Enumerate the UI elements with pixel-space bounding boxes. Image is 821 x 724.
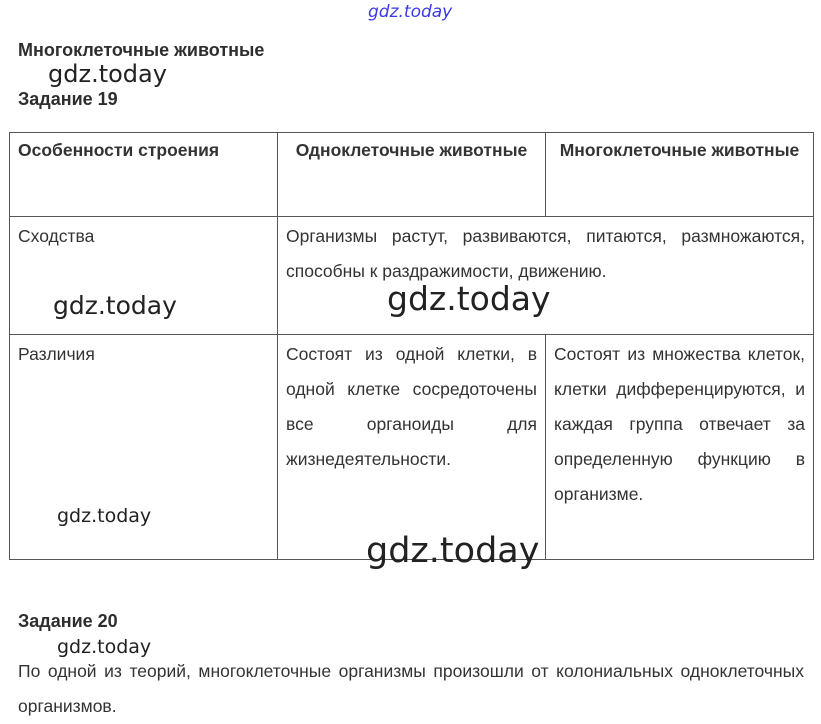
watermark: gdz.today <box>57 505 152 527</box>
task-20-label: Задание 20 <box>18 611 118 631</box>
watermark: gdz.today <box>53 291 177 320</box>
unicellular-differences-cell: Состоят из одной клетки, в одной клетке сосредоточены все органоиды для жизнедеятельности. <box>278 335 546 560</box>
watermark: gdz.today <box>48 60 167 88</box>
task-19-label: Задание 19 <box>18 89 118 109</box>
header-features: Особенности строения <box>10 133 278 217</box>
watermark: gdz.today <box>366 531 540 571</box>
section-title: Многоклеточные животные <box>18 40 265 60</box>
watermark: gdz.today <box>57 636 152 658</box>
header-multicellular: Многоклеточные животные <box>546 133 814 217</box>
header-unicellular: Одноклеточные животные <box>278 133 546 217</box>
similarities-cell: Организмы растут, развиваются, питаются, размножаются, способны к раздражимости, движению. <box>278 217 814 335</box>
row-label-similarities: Сходства <box>10 217 278 335</box>
comparison-table <box>9 132 814 560</box>
row-label-differences: Различия <box>10 335 278 560</box>
multicellular-differences-cell: Состоят из множества клеток, клетки дифференцируются, и каждая группа отвечает за определенную функцию в организме. <box>546 335 814 560</box>
watermark-top: gdz.today <box>368 2 453 22</box>
watermark: gdz.today <box>387 279 551 318</box>
table-header-row <box>10 133 814 217</box>
task-20-answer: По одной из теорий, многоклеточные организмы произошли от колониальных одноклеточных организмов. <box>18 661 804 716</box>
